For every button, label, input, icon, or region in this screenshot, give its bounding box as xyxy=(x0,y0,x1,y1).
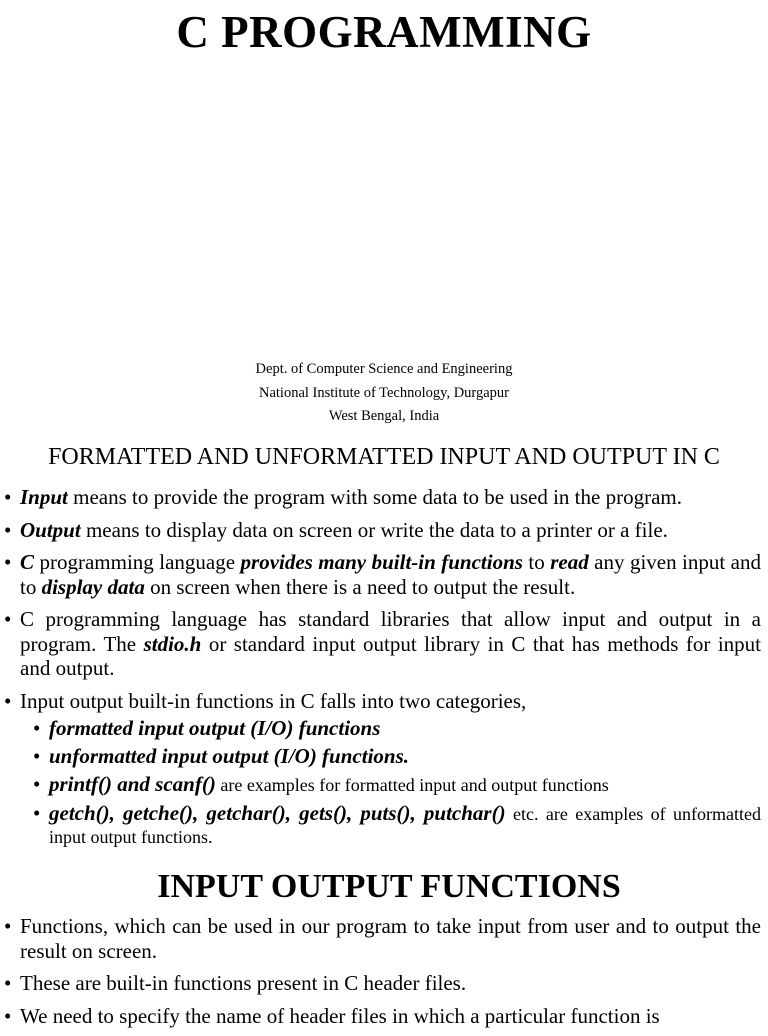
category-sublist xyxy=(20,718,761,848)
subitem-unformatted xyxy=(20,746,761,768)
bullet-categories xyxy=(0,689,768,849)
subitem-getch-list xyxy=(20,803,761,848)
bullet-builtin-headers: • These are built-in functions present in C header files. xyxy=(0,971,768,996)
term-stdio: stdio.h xyxy=(143,631,202,656)
term-display-data: display data xyxy=(41,574,145,599)
bullet-stdio xyxy=(0,607,768,681)
bullet-c-functions xyxy=(0,550,768,599)
io-bullet-list xyxy=(0,485,768,856)
functions-bullet-list xyxy=(0,914,768,1036)
bullet-input xyxy=(0,485,768,510)
bullet-text: to xyxy=(522,550,551,574)
subitem-formatted xyxy=(20,718,761,740)
location-line: West Bengal, India xyxy=(328,408,440,424)
bullet-text: means to provide the program with some data to be used in the program. xyxy=(67,485,682,509)
bullet-text: C programming language has standard libraries that allow input and output in a program. The xyxy=(20,607,761,656)
term-input: Input xyxy=(20,485,68,509)
bullet-text: Input output built-in functions in C falls into two categories, xyxy=(20,688,527,713)
term-unformatted: unformatted input output (I/O) functions. xyxy=(49,744,410,768)
term-read: read xyxy=(550,550,589,574)
bullet-text: means to display data on screen or write the data to a printer or a file. xyxy=(80,517,668,542)
term-builtin: provides many built-in functions xyxy=(240,550,523,574)
page-title: C PROGRAMMING xyxy=(176,7,592,57)
bullet-output xyxy=(0,518,768,543)
dept-line: Dept. of Computer Science and Engineering xyxy=(255,361,513,377)
subitem-text: etc. are examples of unformatted input output functions. xyxy=(49,804,762,847)
section-heading-functions: INPUT OUTPUT FUNCTIONS xyxy=(157,868,621,905)
institute-line: National Institute of Technology, Durgapur xyxy=(259,384,509,401)
subitem-text: are examples for formatted input and output functions xyxy=(215,775,609,795)
term-getch-list: getch(), getche(), getchar(), gets(), puts(), putchar() xyxy=(49,801,506,825)
bullet-text: programming language xyxy=(34,550,241,574)
term-printf-scanf: printf() and scanf() xyxy=(49,772,216,796)
bullet-text: on screen when there is a need to output the result. xyxy=(144,574,576,599)
term-formatted: formatted input output (I/O) functions xyxy=(49,716,381,740)
term-c: C xyxy=(20,550,35,574)
term-output: Output xyxy=(20,517,81,542)
subitem-printf-scanf xyxy=(20,774,761,797)
bullet-specify-headers: • We need to specify the name of header files in which a particular function is xyxy=(0,1004,768,1029)
institution-block xyxy=(0,358,768,429)
bullet-functions-use: • Functions, which can be used in our program to take input from user and to output the result on screen. xyxy=(0,914,768,963)
bullet-text: any given input and to xyxy=(20,550,762,599)
bullet-text: or standard input output library in C that has methods for input and output. xyxy=(20,631,761,680)
section-heading-io: FORMATTED AND UNFORMATTED INPUT AND OUTPUT IN C xyxy=(48,444,720,470)
